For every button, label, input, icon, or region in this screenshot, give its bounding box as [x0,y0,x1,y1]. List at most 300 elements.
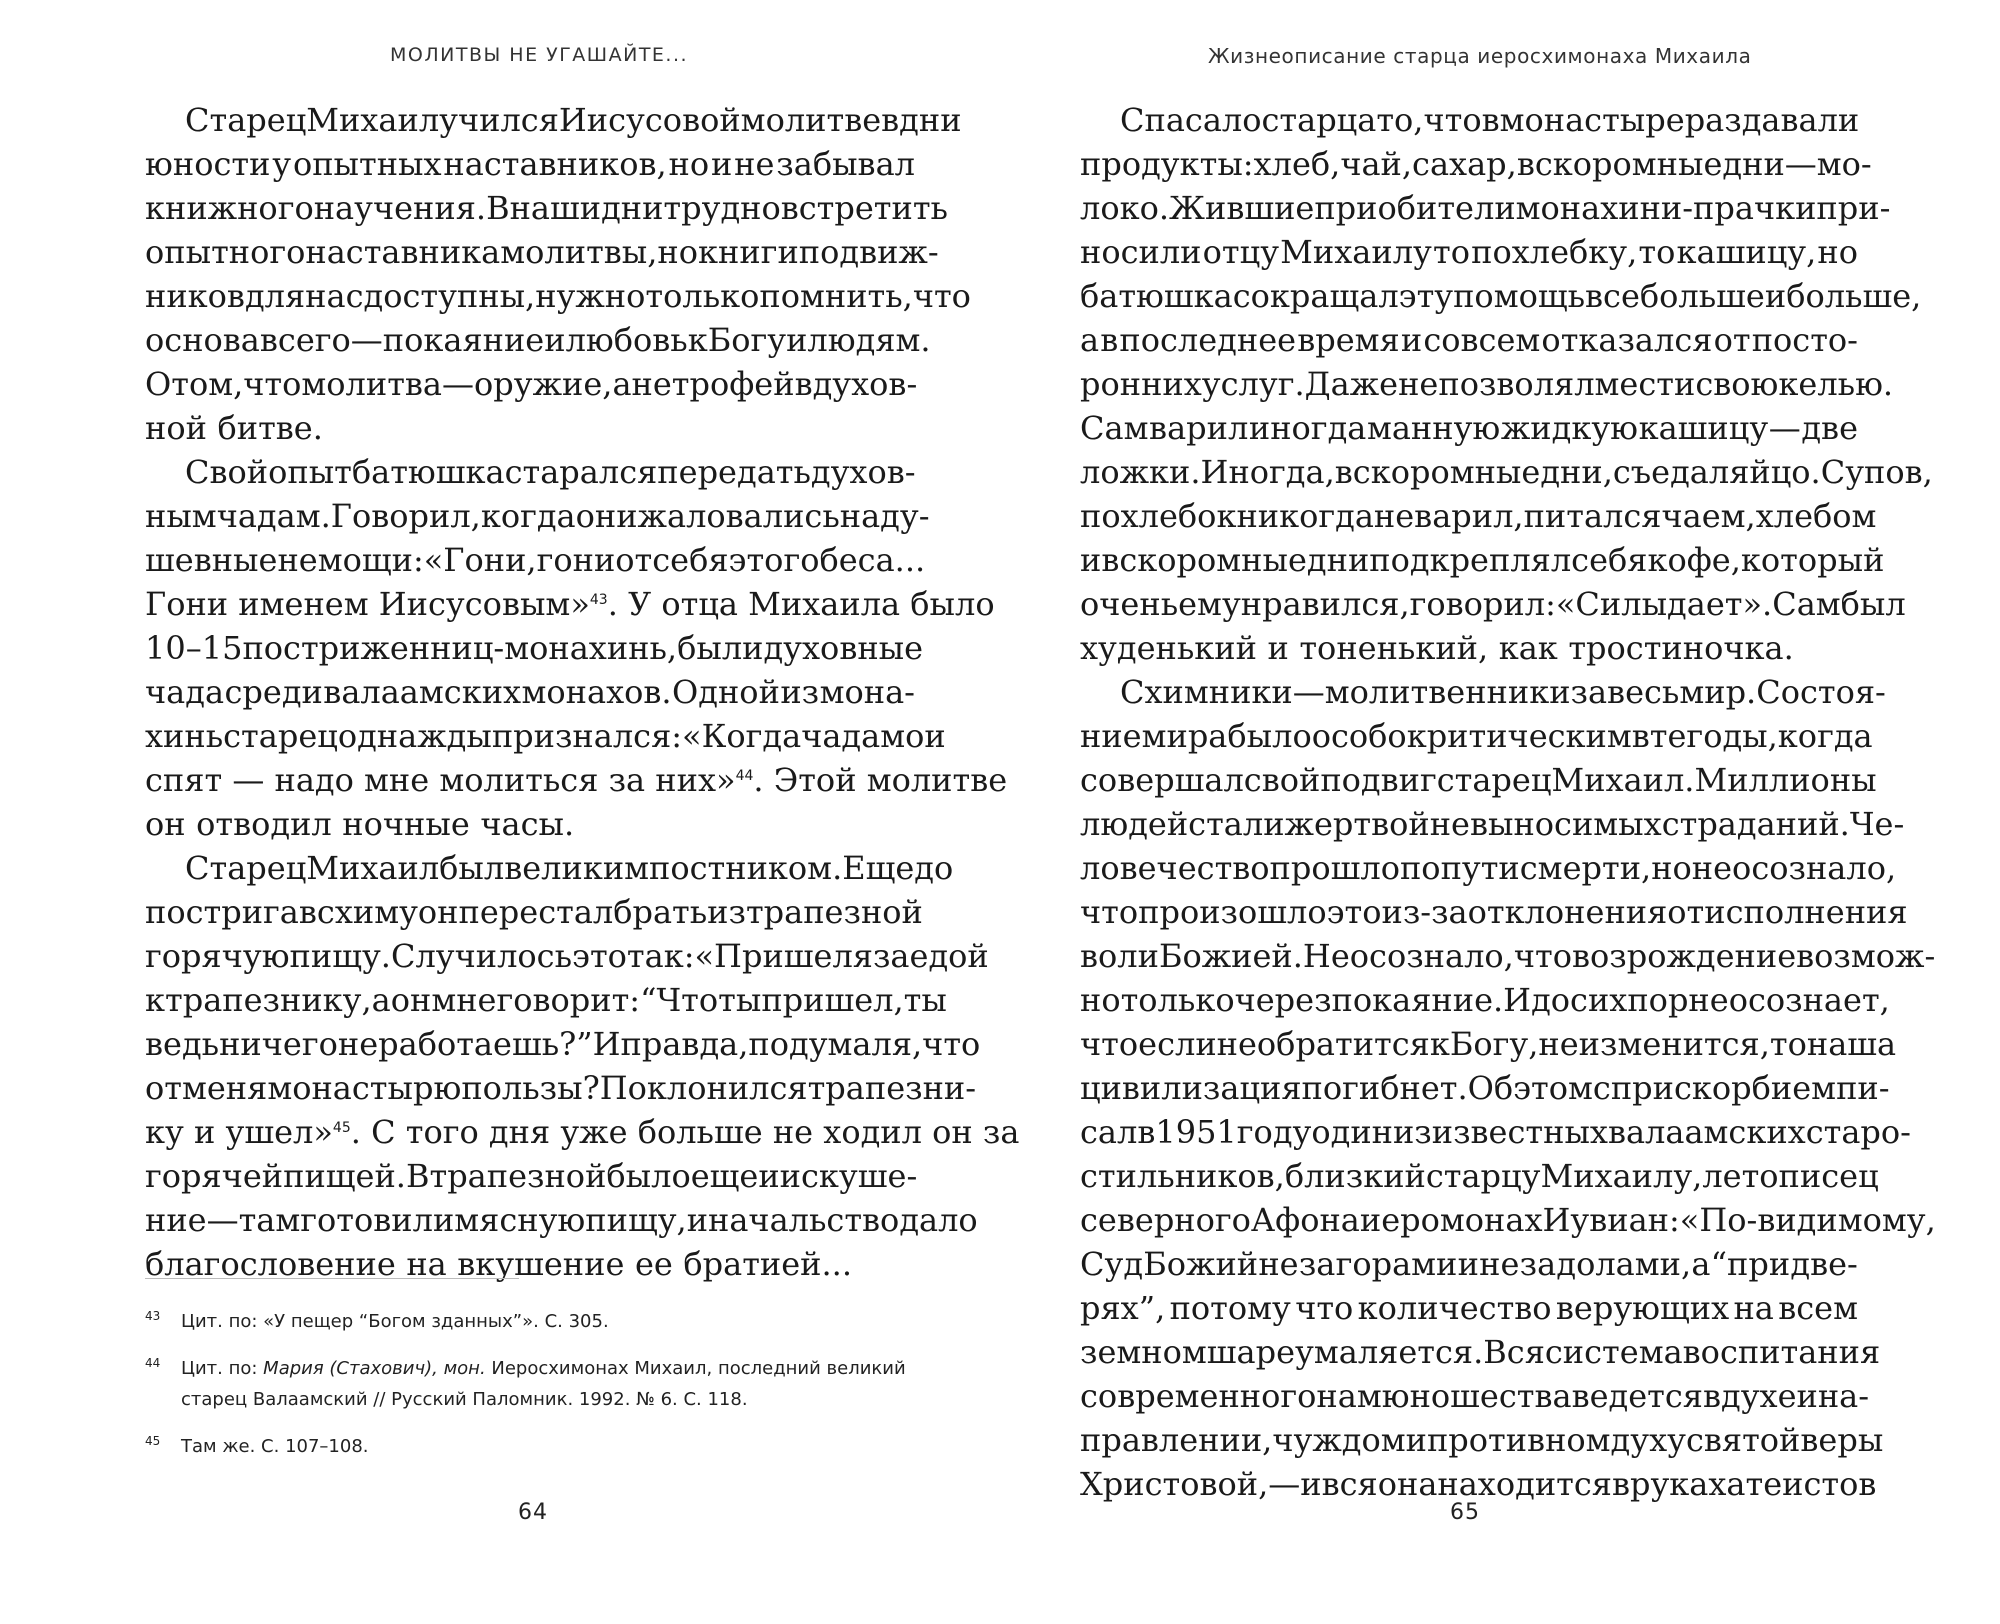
word: там [238,1201,301,1239]
word: манную [1366,409,1501,447]
word: прошло [1269,849,1400,887]
word: верующих [1555,1289,1730,1327]
word: то [1769,1025,1807,1063]
word: встретить [780,189,948,227]
word: яйцо. [1729,453,1821,491]
word: за [1519,1245,1557,1283]
word: и [786,321,808,359]
footnote-separator [145,1278,519,1279]
text-line [1080,758,1877,802]
word: в [1631,717,1650,755]
text-line [1080,98,1858,142]
word: Михаил [306,849,440,887]
word: когда [480,497,576,535]
word: что [1080,1025,1139,1063]
text-line [1080,318,1858,362]
word: никогда [1236,497,1374,535]
word: хинь [145,717,224,755]
text-line [1080,846,1897,890]
word: валаамских [1607,1113,1806,1151]
word: нравился, [1240,585,1410,623]
text-line [1080,714,1873,758]
word: и [1796,1377,1818,1415]
footnote-44 [145,1353,915,1415]
word: земном [1080,1333,1207,1371]
word: Иногда, [1200,453,1335,491]
word: и [758,1157,780,1195]
text-line [145,846,954,890]
word: Еще [842,849,915,887]
text-line [1080,1418,1884,1462]
word: две- [1790,1245,1858,1283]
word: немощи: [277,541,424,579]
word: вкушение [457,1245,625,1283]
word: нужно [535,277,646,315]
word: сахар, [1412,145,1517,183]
text-line [1080,978,1890,1022]
word: количество [1357,1289,1552,1327]
word: кашицу [1638,409,1769,447]
word: работаешь?” [378,1025,593,1063]
text-line [1080,538,1885,582]
word: а [612,365,632,403]
text-line-tail: . У отца Михаила было [607,585,995,623]
word: оружие, [474,365,613,403]
word: стильников, [1080,1157,1285,1195]
word: пользы? [461,1069,600,1107]
word: монастырю [267,1069,462,1107]
word: от [615,541,653,579]
word: и [686,1201,709,1239]
word: едой [909,937,989,975]
word: этого [728,541,820,579]
word: пришел, [761,981,904,1019]
word: трапезной [745,893,923,931]
word: что [1080,893,1139,931]
footnote-ref-44[interactable]: 44 [735,768,754,784]
word: на- [1817,1377,1870,1415]
word: дни [1306,541,1370,579]
text-line [1080,626,1858,670]
text-line [1080,1198,1936,1242]
word: за [872,937,910,975]
word: молитвенники [1324,673,1571,711]
word: стали [1188,805,1285,843]
word: Даже [1304,365,1399,403]
word: то, [1376,101,1424,139]
word: пи- [1836,1069,1890,1107]
footnote-number: 44 [145,1356,161,1370]
word: но [668,145,710,183]
text-line [1080,230,1858,274]
text-line [145,1198,978,1242]
word: нам [1316,1377,1382,1415]
text-line [145,626,924,670]
body-text-right [1080,98,1936,1506]
word: монахини-прачки [1515,189,1817,227]
word: ным [145,497,217,535]
word: пищу, [585,1201,687,1239]
word: к [687,321,708,359]
text-line [145,670,915,714]
word: время [1297,321,1400,359]
word: доступны, [363,277,536,315]
text-line [145,1022,981,1066]
word: осознало, [1349,937,1514,975]
word: старо- [1805,1113,1911,1151]
text-line [145,450,915,494]
word: из-за [1381,893,1468,931]
word: к [1429,1025,1450,1063]
word: при- [1816,189,1891,227]
word: брать [613,893,708,931]
page-number-left: 64 [518,1500,548,1525]
word: искуше- [779,1157,918,1195]
text-line [145,494,930,538]
word: пути [1440,849,1520,887]
text-line [1080,1286,1858,1330]
word: Спасало [1120,101,1262,139]
word: носили [1080,233,1202,271]
word: передать [657,453,811,491]
word: скоромные [1352,453,1541,491]
word: перестал [458,893,614,931]
word: Случилось [390,937,573,975]
word: умаляется. [1295,1333,1484,1371]
word: Миллионы [1694,761,1877,799]
word: ронних [1080,365,1202,403]
word: Михаилу [1280,233,1432,271]
text-line [1080,802,1905,846]
word: и [1764,277,1787,315]
word: то [1433,233,1470,271]
word: юношества [1381,1377,1572,1415]
word: духе [1720,1377,1797,1415]
word: цивилизация [1080,1069,1302,1107]
word: «Пришел [694,937,853,975]
word: горячей [145,1157,284,1195]
word: — [1768,409,1801,447]
body-text-left [145,98,1020,1286]
word: среди [224,673,323,711]
text-line [1080,406,1858,450]
word: но [657,233,699,271]
word: отклонения [1467,893,1668,931]
word: не [631,365,672,403]
word: позволял [1438,365,1595,403]
word: хлебом [1755,497,1877,535]
word: иеромонах [1359,1201,1543,1239]
word: и [1300,1465,1322,1503]
word: жидкую [1500,409,1638,447]
word: всего [259,321,351,359]
word: дни [1722,145,1785,183]
word: невыносимых [1429,805,1662,843]
word: если [1138,1025,1217,1063]
word: “Что [640,981,719,1019]
word: от [145,1069,182,1107]
word: и [1457,1245,1479,1283]
word: в [794,365,813,403]
word: Михаил [306,101,440,139]
text-line [1080,450,1933,494]
word: Христовой, [1080,1465,1269,1503]
word: мне [431,981,497,1019]
word: себя [1571,541,1648,579]
word: возрождение [1571,937,1797,975]
word: — [1268,1465,1301,1503]
word: ночные [342,805,470,843]
word: — [1784,145,1817,183]
word: нас [305,277,364,315]
word: известных [1431,1113,1608,1151]
text-line [145,1154,918,1198]
word: из [1392,1113,1432,1151]
word: похлебку, [1471,233,1638,271]
footnote-ref-45[interactable]: 45 [332,1120,351,1136]
word: произошло [1138,893,1327,931]
word: скоромные [1119,541,1307,579]
word: Не [1302,937,1350,975]
word: мо- [1816,145,1872,183]
word: Свой [185,453,269,491]
word: Суд [1080,1245,1144,1283]
footnote-ref-43[interactable]: 43 [589,592,608,608]
word: старцу [1425,1157,1541,1195]
word: худенький [1080,629,1257,667]
word: мои [880,717,946,755]
word: но [1651,849,1692,887]
word: 10–15 [145,629,243,667]
text-line [1080,582,1906,626]
word: чада [801,717,881,755]
word: локо. [1080,189,1170,227]
word: не [1688,981,1729,1019]
word: ведь [145,1025,220,1063]
word: близкий [1284,1157,1426,1195]
word: в [1611,1465,1630,1503]
word: — [442,365,474,403]
word: Вся [1483,1333,1545,1371]
word: и [1080,541,1102,579]
word: я [852,937,873,975]
word: через [1234,981,1332,1019]
word: но [1817,233,1858,271]
word: изменится, [1578,1025,1770,1063]
word: как [1498,629,1558,667]
text-line [1080,1374,1870,1418]
text-line [1080,362,1894,406]
word: но [1080,981,1121,1019]
word: «Гони, [423,541,537,579]
right-page [1000,0,2000,1624]
word: больше, [1786,277,1922,315]
word: “при [1710,1245,1791,1283]
word: осознало, [1732,849,1897,887]
word: часы. [480,805,575,843]
word: Богу, [1449,1025,1539,1063]
word: кашицу, [1676,233,1817,271]
word: покаяние. [1331,981,1504,1019]
word: за [1298,1245,1336,1283]
word: так: [626,937,695,975]
word: святой [1685,1421,1801,1459]
word: атеистов [1726,1465,1877,1503]
word: О [145,365,172,403]
text-line [1080,186,1891,230]
word: чаем, [1661,497,1756,535]
word: от [1667,893,1705,931]
word: в [1334,453,1353,491]
text-line [1080,1022,1897,1066]
text-line-tail: . С того дня уже больше не ходил он за [350,1113,1020,1151]
word: сих [1570,981,1628,1019]
word: свой [1243,761,1321,799]
word: тростиночка. [1568,629,1794,667]
word: в [298,893,317,931]
word: подумал [748,1025,892,1063]
word: гони [536,541,616,579]
word: до [1531,981,1571,1019]
word: услуг. [1201,365,1305,403]
word: вся [1321,1465,1378,1503]
footnote-text: Там же. С. 107–108. [181,1436,369,1457]
word: хлеб, [1253,145,1341,183]
text-line-with-footnote [145,758,1008,802]
word: на [839,497,881,535]
word: находится [1437,1465,1612,1503]
word: старец [223,717,338,755]
text-line [1080,1330,1881,1374]
word: ду- [880,497,930,535]
word: то [1638,233,1676,271]
word: меня [181,1069,268,1107]
word: В [486,189,510,227]
word: постником. [649,849,843,887]
word: за [1570,673,1608,711]
word: все [1585,277,1640,315]
word: мир. [1679,673,1757,711]
word: — [350,321,383,359]
word: один [1311,1113,1393,1151]
page-number-right: 65 [1450,1500,1480,1525]
word: чадам. [216,497,331,535]
text-line-tail: . Этой молитве [753,761,1008,799]
word: с [1592,1069,1611,1107]
word: при [1314,189,1378,227]
word: книжного [145,189,314,227]
word: он [145,805,186,843]
text-line [145,318,931,362]
word: критическим [1406,717,1632,755]
word: воспитания [1682,1333,1881,1371]
word: веры [1800,1421,1884,1459]
word: этом [1513,1069,1593,1107]
running-head-left: МОЛИТВЫ НЕ УГАШАЙТЕ... [390,44,689,66]
text-line [145,274,971,318]
word: — [1292,673,1325,711]
word: правлении, [1080,1421,1273,1459]
word: трапезни- [807,1069,977,1107]
word: свою [1695,365,1779,403]
word: очень [1080,585,1179,623]
word: В [405,1157,430,1195]
text-line [145,1066,977,1110]
word: из [707,893,746,931]
word: смерти, [1519,849,1652,887]
word: подкреплял [1369,541,1572,579]
word: монахов. [521,673,672,711]
word: в [1101,541,1120,579]
word: пор [1627,981,1689,1019]
word: продукты: [1080,145,1254,183]
word: ние [1080,717,1142,755]
word: Старец [185,849,307,887]
word: молитвы, [500,233,658,271]
word: Сам [1772,585,1841,623]
word: любовь [565,321,688,359]
word: Михаилу, [1540,1157,1703,1195]
word: всем [1778,1289,1858,1327]
word: дни, [1540,453,1613,491]
word: посто- [1751,321,1858,359]
word: который [1740,541,1885,579]
word: было [606,1157,691,1195]
word: у [272,145,292,183]
word: раздавали [1684,101,1860,139]
word: ты [903,981,947,1019]
word: а [1080,321,1100,359]
word: в [881,101,900,139]
word: людей [1080,805,1189,843]
word: старец [1436,761,1552,799]
word: дни [601,189,664,227]
word: не [1373,497,1415,535]
text-line [1080,1242,1858,1286]
word: трапезной [429,1157,607,1195]
word: шаре [1206,1333,1296,1371]
word: валаамских [323,673,522,711]
text-line [1080,670,1886,714]
word: обратится [1256,1025,1430,1063]
word: чуждом [1272,1421,1406,1459]
word: к [145,981,165,1019]
word: ты [718,981,762,1019]
word: основа [145,321,260,359]
word: Говорил, [330,497,481,535]
word: признался: [491,717,683,755]
word: только [645,277,760,315]
word: ему [1178,585,1241,623]
word: отцу [1202,233,1280,271]
word: а [1691,1245,1711,1283]
footnote-number: 45 [145,1434,161,1448]
word: на [1733,1289,1774,1327]
word: молитва [301,365,442,403]
text-line-head: ку и ушел»$^{45}$ [145,1113,351,1151]
word: осознает, [1728,981,1890,1019]
running-head-right: Жизнеописание старца иеросхимонаха Михаила [1208,44,1752,68]
text-line-with-footnote [145,582,995,626]
word: трапезнику, [165,981,372,1019]
word: жертвой [1284,805,1430,843]
text-line [1080,890,1908,934]
word: дает». [1667,585,1773,623]
word: трудно [663,189,781,227]
text-line-head: спят — надо мне молиться за них»$^{44}$ [145,761,754,799]
word: это [1326,893,1382,931]
word: наши [509,189,602,227]
